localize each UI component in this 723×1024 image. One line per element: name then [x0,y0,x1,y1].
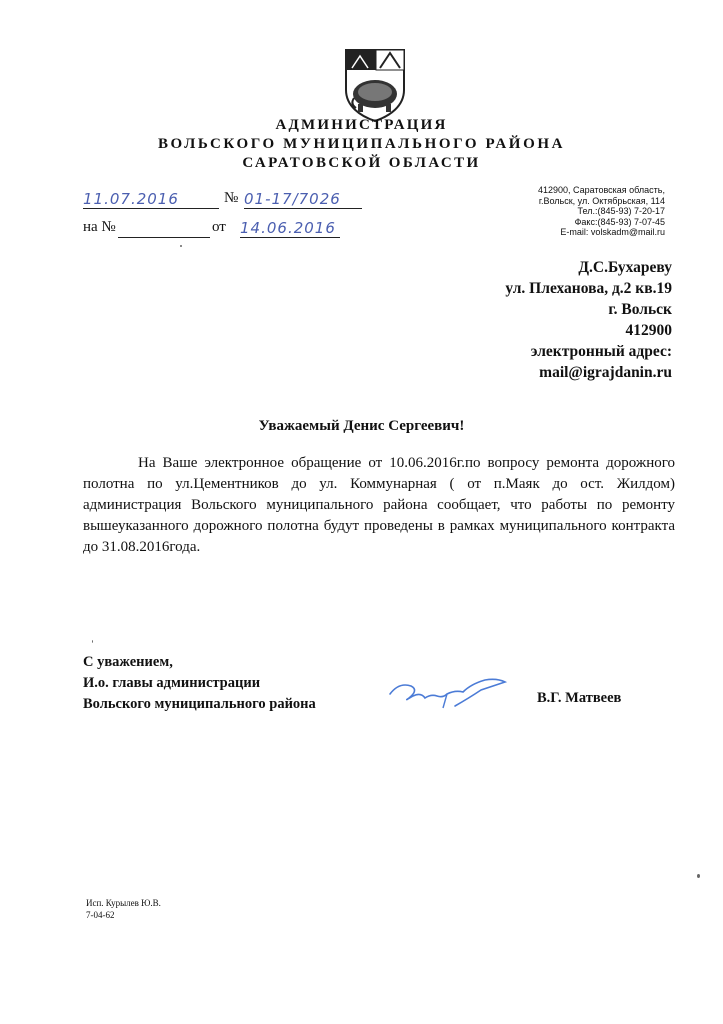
outgoing-number: 01-17/7026 [244,190,362,209]
signer-position: И.о. главы администрации [83,675,261,691]
executor-name: Исп. Курылев Ю.В. [86,898,161,908]
letter-body [83,453,675,558]
address-fax: Факс:(845-93) 7-07-45 [574,216,665,227]
address-email: E-mail: volskadm@mail.ru [560,227,665,237]
reference-from-label: от [212,219,226,235]
salutation: Уважаемый Денис Сергеевич! [258,418,465,434]
handwritten-signature [385,672,520,714]
address-phone: Тел.:(845-93) 7-20-17 [577,206,665,216]
executor-phone: 7-04-62 [86,910,115,920]
recipient-email: mail@igrajdanin.ru [539,364,672,381]
sender-address-block [425,185,665,238]
address-line: 412900, Саратовская область, [538,185,665,195]
org-title-line2: ВОЛЬСКОГО МУНИЦИПАЛЬНОГО РАЙОНА [157,136,566,152]
reference-number-label: на № [83,219,116,235]
recipient-block [312,257,672,383]
executor-info [86,897,161,921]
recipient-email-label: электронный адрес: [530,343,672,360]
address-line: г.Вольск, ул. Октябрьская, 114 [538,195,665,206]
recipient-street: ул. Плеханова, д.2 кв.19 [505,280,672,297]
recipient-zip: 412900 [625,322,672,339]
reference-number-line [118,219,210,238]
reference-date: 14.06.2016 [240,219,340,238]
outgoing-date: 11.07.2016 [83,190,219,209]
scan-speck [92,640,93,643]
scan-speck [180,245,182,247]
org-title-line3: САРАТОВСКОЙ ОБЛАСТИ [242,155,481,171]
signer-organization: Вольского муниципального района [83,696,316,712]
body-paragraph: На Ваше электронное обращение от 10.06.2016г.по вопросу ремонта дорожного полотна по ул.Цементников до ул. Коммунарная ( от п.Маяк до ост. Жилдом) администрация Вольского муниципального района сообщает, что работы по ремонту вышеуказанного дорожного полотна будут проведены в рамках муниципального контракта до 31.08.2016года. [83,455,675,555]
closing-block [83,652,316,715]
outgoing-number-label: № [224,190,239,206]
recipient-city: г. Вольск [608,301,672,318]
scan-speck [697,874,700,878]
signer-name: В.Г. Матвеев [537,690,622,706]
coat-of-arms-emblem [340,44,410,124]
recipient-name: Д.С.Бухареву [578,259,672,276]
org-title-line1: АДМИНИСТРАЦИЯ [275,117,448,133]
closing-line: С уважением, [83,654,173,670]
